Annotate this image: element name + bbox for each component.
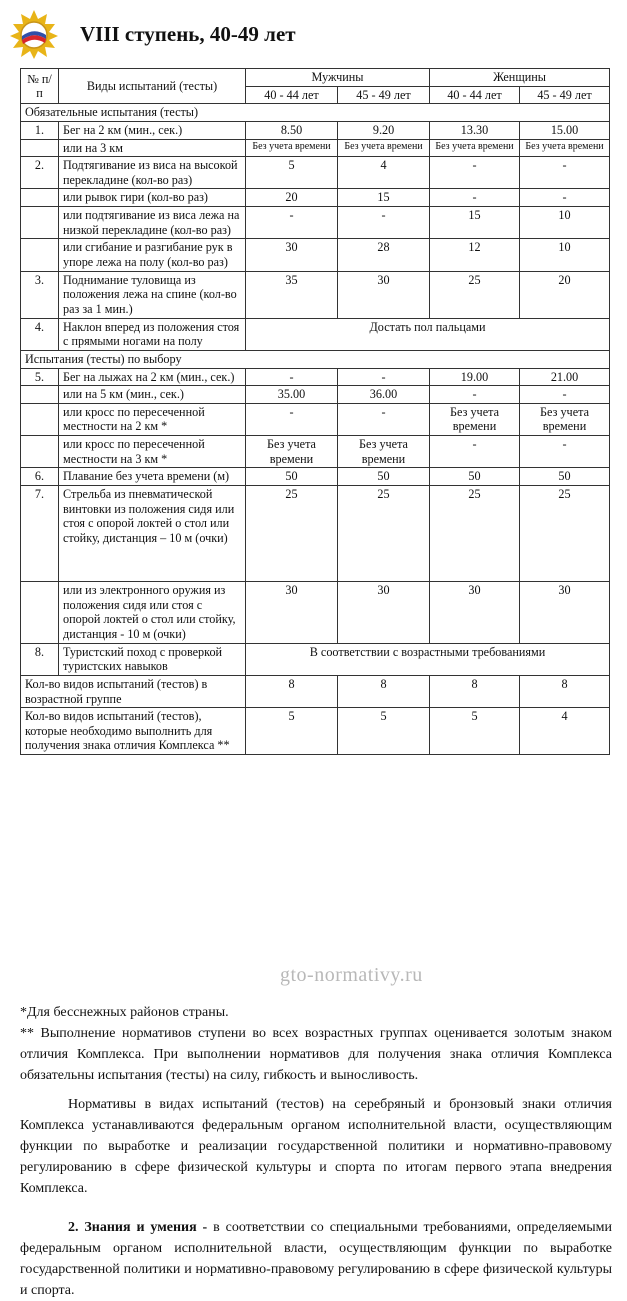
value-cell: 15 [338, 189, 430, 207]
value-cell: - [338, 403, 430, 435]
total-label: Кол-во видов испытаний (тестов) в возрастной группе [21, 675, 246, 707]
test-label: Стрельба из пневматической винтовки из положения сидя или стоя с опорой локтей о стол или стойку, дистанция – 10 м (очки) [59, 486, 246, 582]
value-cell: - [246, 207, 338, 239]
gto-logo-icon [9, 9, 59, 59]
table-row [21, 403, 610, 435]
note-paragraph: Нормативы в видах испытаний (тестов) на серебряный и бронзовый знаки отличия Комплекса устанавливаются федеральным органом исполнительной власти, осуществляющим функции по выработке и реализации государственной политики и нормативно-правовому регулированию в сфере физической культуры и спорта по итогам первого этапа внедрения Комплекса. [20, 1097, 612, 1196]
value-cell: 50 [520, 468, 610, 486]
table-row [21, 157, 610, 189]
col-num-header: № п/п [21, 69, 59, 104]
value-cell: - [430, 386, 520, 404]
value-cell: 25 [520, 486, 610, 582]
value-cell: 30 [338, 271, 430, 318]
value-cell: 25 [246, 486, 338, 582]
merged-value-cell: Достать пол пальцами [246, 318, 610, 350]
table-row [21, 643, 610, 675]
section-optional: Испытания (тесты) по выбору [21, 350, 610, 368]
table-row [21, 582, 610, 644]
value-cell: Без учета времени [520, 139, 610, 157]
value-cell: 8.50 [246, 121, 338, 139]
test-label: или подтягивание из виса лежа на низкой перекладине (кол-во раз) [59, 207, 246, 239]
value-cell: 30 [246, 582, 338, 644]
value-cell: 10 [520, 239, 610, 271]
age-group: 45 - 49 лет [338, 86, 430, 104]
value-cell: 25 [338, 486, 430, 582]
age-group: 40 - 44 лет [430, 86, 520, 104]
value-cell: - [338, 207, 430, 239]
value-cell: 8 [338, 675, 430, 707]
row-num: 5. [21, 368, 59, 386]
value-cell: 30 [338, 582, 430, 644]
row-num: 1. [21, 121, 59, 139]
test-label: или кросс по пересеченной местности на 3 км * [59, 436, 246, 468]
knowledge-heading: 2. Знания и умения - [68, 1220, 208, 1235]
value-cell: 50 [430, 468, 520, 486]
table-row [21, 486, 610, 582]
knowledge-paragraph [20, 1217, 612, 1301]
knowledge-text: в соответствии со специальными требованиями, определяемыми федеральным органом исполнительной власти, осуществляющим функции по выработке государственной политики и нормативно-правовому регулированию в сфере физической культуры и спорта. [20, 1220, 612, 1298]
table-row [21, 386, 610, 404]
value-cell: 50 [246, 468, 338, 486]
value-cell: Без учета времени [338, 139, 430, 157]
value-cell: 20 [246, 189, 338, 207]
value-cell: - [520, 189, 610, 207]
value-cell: - [520, 386, 610, 404]
footnotes [20, 1002, 612, 1301]
value-cell: - [246, 403, 338, 435]
value-cell: 15 [430, 207, 520, 239]
test-label: или на 3 км [59, 139, 246, 157]
test-label: или из электронного оружия из положения сидя или стоя с опорой локтей о стол или стойку, дистанция - 10 м (очки) [59, 582, 246, 644]
row-num: 4. [21, 318, 59, 350]
age-group: 40 - 44 лет [246, 86, 338, 104]
table-row [21, 121, 610, 139]
table-row [21, 271, 610, 318]
footnote-1: *Для бесснежных районов страны. [20, 1005, 229, 1020]
watermark: gto-normativy.ru [280, 964, 423, 986]
value-cell: 50 [338, 468, 430, 486]
value-cell: 30 [520, 582, 610, 644]
value-cell: 35 [246, 271, 338, 318]
age-group: 45 - 49 лет [520, 86, 610, 104]
value-cell: - [430, 157, 520, 189]
norms-table [20, 68, 610, 755]
value-cell: - [520, 157, 610, 189]
test-label: или на 5 км (мин., сек.) [59, 386, 246, 404]
value-cell: 19.00 [430, 368, 520, 386]
test-label: Плавание без учета времени (м) [59, 468, 246, 486]
value-cell: Без учета времени [430, 403, 520, 435]
test-label: Туристский поход с проверкой туристских навыков [59, 643, 246, 675]
value-cell: 30 [246, 239, 338, 271]
value-cell: 21.00 [520, 368, 610, 386]
page-title: VIII ступень, 40-49 лет [80, 22, 296, 46]
value-cell: 5 [338, 708, 430, 755]
value-cell: 4 [338, 157, 430, 189]
value-cell: Без учета времени [338, 436, 430, 468]
value-cell: 25 [430, 486, 520, 582]
value-cell: - [246, 368, 338, 386]
value-cell: 30 [430, 582, 520, 644]
value-cell: 36.00 [338, 386, 430, 404]
value-cell: - [338, 368, 430, 386]
row-num: 7. [21, 486, 59, 582]
value-cell: 8 [520, 675, 610, 707]
value-cell: 8 [246, 675, 338, 707]
value-cell: 13.30 [430, 121, 520, 139]
value-cell: 8 [430, 675, 520, 707]
test-label: или рывок гири (кол-во раз) [59, 189, 246, 207]
value-cell: 20 [520, 271, 610, 318]
value-cell: 5 [246, 157, 338, 189]
row-num: 3. [21, 271, 59, 318]
value-cell: Без учета времени [246, 436, 338, 468]
table-row [21, 436, 610, 468]
table-row [21, 675, 610, 707]
table-header-row [21, 69, 610, 87]
test-label: или кросс по пересеченной местности на 2 км * [59, 403, 246, 435]
footnote-2: ** Выполнение нормативов ступени во всех возрастных группах оценивается золотым знаком отличия Комплекса. При выполнении нормативов для получения знака отличия Комплекса обязательны испытания (тесты) на силу, гибкость и выносливость. [20, 1026, 612, 1083]
test-label: или сгибание и разгибание рук в упоре лежа на полу (кол-во раз) [59, 239, 246, 271]
table-row [21, 189, 610, 207]
value-cell: 5 [430, 708, 520, 755]
table-row [21, 139, 610, 157]
value-cell: Без учета времени [246, 139, 338, 157]
value-cell: - [430, 436, 520, 468]
total-label: Кол-во видов испытаний (тестов), которые необходимо выполнить для получения знака отличия Комплекса ** [21, 708, 246, 755]
table-row [21, 468, 610, 486]
test-label: Бег на лыжах на 2 км (мин., сек.) [59, 368, 246, 386]
value-cell: - [520, 436, 610, 468]
test-label: Бег на 2 км (мин., сек.) [59, 121, 246, 139]
col-women-header: Женщины [430, 69, 610, 87]
table-row [21, 318, 610, 350]
table-row [21, 207, 610, 239]
value-cell: 12 [430, 239, 520, 271]
value-cell: 4 [520, 708, 610, 755]
row-num: 2. [21, 157, 59, 189]
value-cell: 25 [430, 271, 520, 318]
test-label: Подтягивание из виса на высокой перекладине (кол-во раз) [59, 157, 246, 189]
merged-value-cell: В соответствии с возрастными требованиями [246, 643, 610, 675]
table-row [21, 239, 610, 271]
value-cell: 10 [520, 207, 610, 239]
value-cell: 35.00 [246, 386, 338, 404]
col-tests-header: Виды испытаний (тесты) [59, 69, 246, 104]
table-row [21, 708, 610, 755]
table-row [21, 368, 610, 386]
value-cell: - [430, 189, 520, 207]
value-cell: 28 [338, 239, 430, 271]
value-cell: 9.20 [338, 121, 430, 139]
test-label: Наклон вперед из положения стоя с прямыми ногами на полу [59, 318, 246, 350]
row-num: 8. [21, 643, 59, 675]
section-mandatory: Обязательные испытания (тесты) [21, 104, 610, 122]
value-cell: 5 [246, 708, 338, 755]
col-men-header: Мужчины [246, 69, 430, 87]
value-cell: Без учета времени [430, 139, 520, 157]
value-cell: Без учета времени [520, 403, 610, 435]
value-cell: 15.00 [520, 121, 610, 139]
row-num: 6. [21, 468, 59, 486]
test-label: Поднимание туловища из положения лежа на спине (кол-во раз за 1 мин.) [59, 271, 246, 318]
